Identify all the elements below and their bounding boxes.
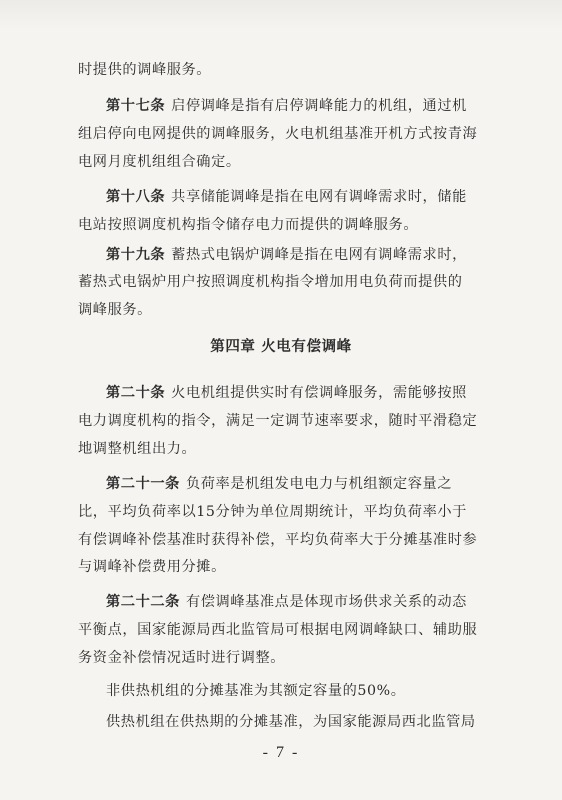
text-line: 组启停向电网提供的调峰服务，火电机组基准开机方式按青海 <box>78 126 478 142</box>
article-line <box>0 474 562 494</box>
article-line <box>0 383 562 403</box>
text-line: 时提供的调峰服务。 <box>78 62 212 78</box>
article-text: 有偿调峰基准点是体现市场供求关系的动态 <box>185 594 467 610</box>
text-line: 与调峰补偿费用分摊。 <box>78 559 226 575</box>
article-label: 第十八条 <box>106 189 166 205</box>
text-line: 电力调度机构的指令，满足一定调节速率要求，随时平滑稳定 <box>78 413 478 429</box>
text-line: 比，平均负荷率以15分钟为单位周期统计，平均负荷率小于 <box>78 504 467 520</box>
article-line <box>0 245 562 265</box>
article-label: 第二十一条 <box>106 476 180 492</box>
text-line: 电网月度机组组合确定。 <box>78 154 241 170</box>
text-line: 务资金补偿情况适时进行调整。 <box>78 650 286 666</box>
article-label: 第二十条 <box>106 385 166 401</box>
article-line <box>0 96 562 116</box>
article-text: 火电机组提供实时有偿调峰服务，需能够按照 <box>171 385 467 401</box>
text-line: 地调整机组出力。 <box>78 441 197 457</box>
article-text: 蓄热式电锅炉调峰是指在电网有调峰需求时， <box>171 247 467 263</box>
text-line: 调峰服务。 <box>78 302 152 318</box>
article-line <box>0 592 562 612</box>
chapter-heading: 第四章 火电有偿调峰 <box>210 338 352 355</box>
page-number: - 7 - <box>262 744 300 761</box>
article-label: 第十七条 <box>106 98 166 114</box>
paragraph-line: 供热机组在供热期的分摊基准，为国家能源局西北监管局 <box>106 714 476 730</box>
text-line: 有偿调峰补偿基准时获得补偿，平均负荷率大于分摊基准时参 <box>78 532 478 548</box>
article-text: 共享储能调峰是指在电网有调峰需求时，储能 <box>171 189 467 205</box>
article-text: 负荷率是机组发电电力与机组额定容量之 <box>185 476 453 492</box>
text-line: 平衡点，国家能源局西北监管局可根据电网调峰缺口、辅助服 <box>78 622 478 638</box>
text-line: 电站按照调度机构指令储存电力而提供的调峰服务。 <box>78 217 419 233</box>
paragraph-line: 非供热机组的分摊基准为其额定容量的50%。 <box>106 683 406 699</box>
article-line <box>0 187 562 207</box>
text-line: 蓄热式电锅炉用户按照调度机构指令增加用电负荷而提供的 <box>78 274 463 290</box>
article-label: 第二十二条 <box>106 594 180 610</box>
article-label: 第十九条 <box>106 247 166 263</box>
article-text: 启停调峰是指有启停调峰能力的机组，通过机 <box>171 98 467 114</box>
